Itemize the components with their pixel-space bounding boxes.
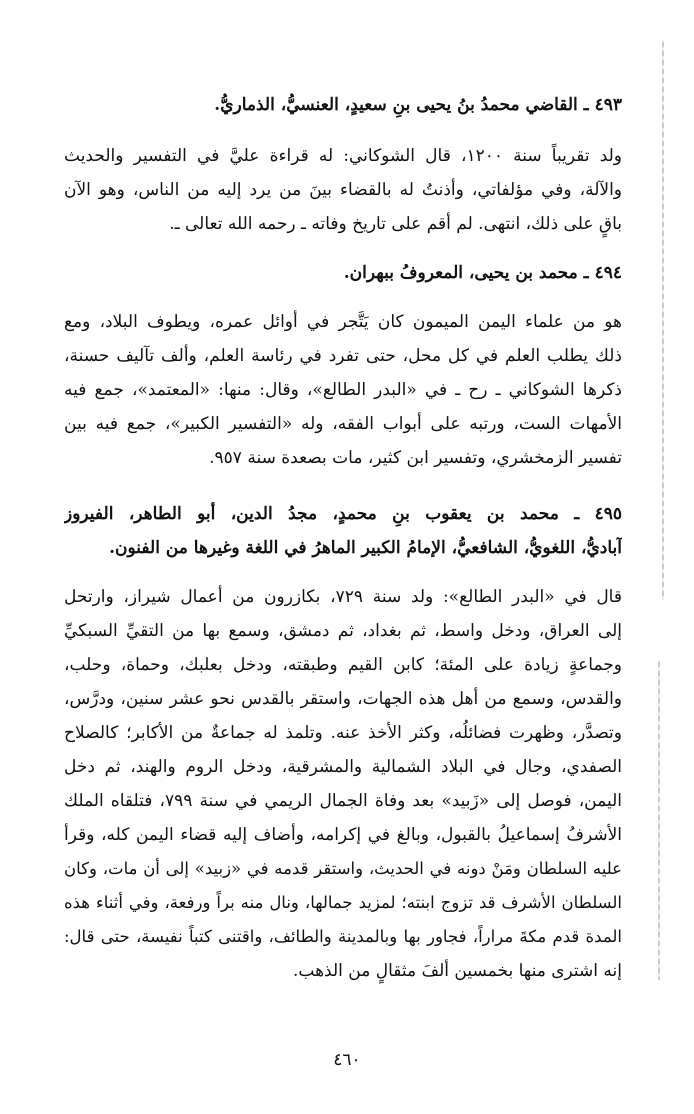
body-line: إنه اشترى منها بخمسين ألفَ مثقالٍ من الذهب. xyxy=(292,961,622,981)
entry-494-body xyxy=(64,305,622,475)
body-line: باقٍ على ذلك، انتهى. لم أقم على تاريخ وفاته ـ رحمه الله تعالى ـ. xyxy=(169,214,622,234)
body-line: الأشرفُ إسماعيلُ بالقبول، وبالغ في إكرامه، وأضاف إليه قضاء اليمن كله، وقرأ xyxy=(64,825,622,845)
body-line: اليمن، فوصل إلى «زَبيد» بعد وفاة الجمال الريمي في سنة ٧٩٩، فتلقاه الملك xyxy=(64,791,622,811)
margin-dots xyxy=(662,40,664,600)
body-line: ولد تقريباً سنة ١٢٠٠، قال الشوكاني: له قراءة عليَّ في التفسير والحديث xyxy=(64,146,622,166)
body-line: وتصدَّر، وظهرت فضائلُه، وكثر الأخذ عنه. وتلمذ له جماعةٌ من الأكابر؛ كالصلاح xyxy=(64,723,622,743)
entry-heading-line: ٤٩٤ ـ محمد بن يحيى، المعروفُ ببهران. xyxy=(343,263,622,283)
entry-494-heading xyxy=(64,256,622,290)
body-line: الصفدي، وجال في البلاد الشمالية والمشرقية، ودخل الروم والهند، ثم دخل xyxy=(64,757,622,777)
body-line: السلطان الأشرف قد تزوج ابنته؛ لمزيد جمالها، ونال منه براً ورفعة، وفي أثناء هذه xyxy=(64,893,622,912)
entry-heading-line: آباديُّ، اللغويُّ، الشافعيُّ، الإمامُ الكبير الماهرُ في اللغة وغيرها من الفنون. xyxy=(109,538,622,558)
body-line: الأمهات الست، ورتبه على أبواب الفقه، وله «التفسير الكبير»، جمع فيه بين xyxy=(64,414,622,434)
margin-dots xyxy=(658,660,660,980)
body-line: والقدس، وسمع من أهل هذه الجهات، واستقر بالقدس نحو عشر سنين، ودرَّس، xyxy=(64,689,622,709)
body-line: إلى العراق، ودخل واسط، ثم بغداد، ثم دمشق، وسمع بها من التقيِّ السبكيِّ xyxy=(64,621,622,641)
body-line: قال في «البدر الطالع»: ولد سنة ٧٢٩، بكازرون من أعمال شيراز، وارتحل xyxy=(64,587,622,607)
body-line: المدة قدم مكةَ مراراً، فجاور بها وبالمدينة والطائف، واقتنى كتباً نفيسة، حتى قال: xyxy=(64,927,622,946)
body-line: ذلك يطلب العلم في كل محل، حتى تفرد في رئاسة العلم، وألف تآليف حسنة، xyxy=(64,346,622,366)
body-line: تفسير الزمخشري، وتفسير ابن كثير، مات بصعدة سنة ٩٥٧. xyxy=(209,448,622,468)
body-line: وجماعةٍ زيادة على المئة؛ كابن القيم وطبقته، ودخل بعلبك، وحماة، وحلب، xyxy=(64,655,622,675)
entry-heading-line: ٤٩٥ ـ محمد بن يعقوب بنِ محمدٍ، مجدُ الدين، أبو الطاهر، الفيروز xyxy=(64,504,622,524)
body-line: عليه السلطان ومَنْ دونه في الحديث، واستقر قدمه في «زبيد» إلى أن مات، وكان xyxy=(64,859,622,878)
entry-493-body xyxy=(64,139,622,241)
body-line: ذكرها الشوكاني ـ رح ـ في «البدر الطالع»، وقال: منها: «المعتمد»، جمع فيه xyxy=(64,380,622,400)
entry-495-heading xyxy=(64,497,622,565)
body-line: والآلة، وفي مؤلفاتي، وأذنتُ له بالقضاء بينَ من يرد إليه من الناس، وهو الآن xyxy=(64,180,622,200)
entry-heading-line: ٤٩٣ ـ القاضي محمدُ بنُ يحيى بنِ سعيدٍ، العنسيُّ، الذماريُّ. xyxy=(214,95,622,115)
body-line: هو من علماء اليمن الميمون كان يَتَّجر في أوائل عمره، ويطوف البلاد، ومع xyxy=(64,312,622,332)
entry-495-body xyxy=(64,580,622,988)
page-number: ٤٦٠ xyxy=(333,1050,361,1070)
entry-493-heading xyxy=(64,88,622,122)
